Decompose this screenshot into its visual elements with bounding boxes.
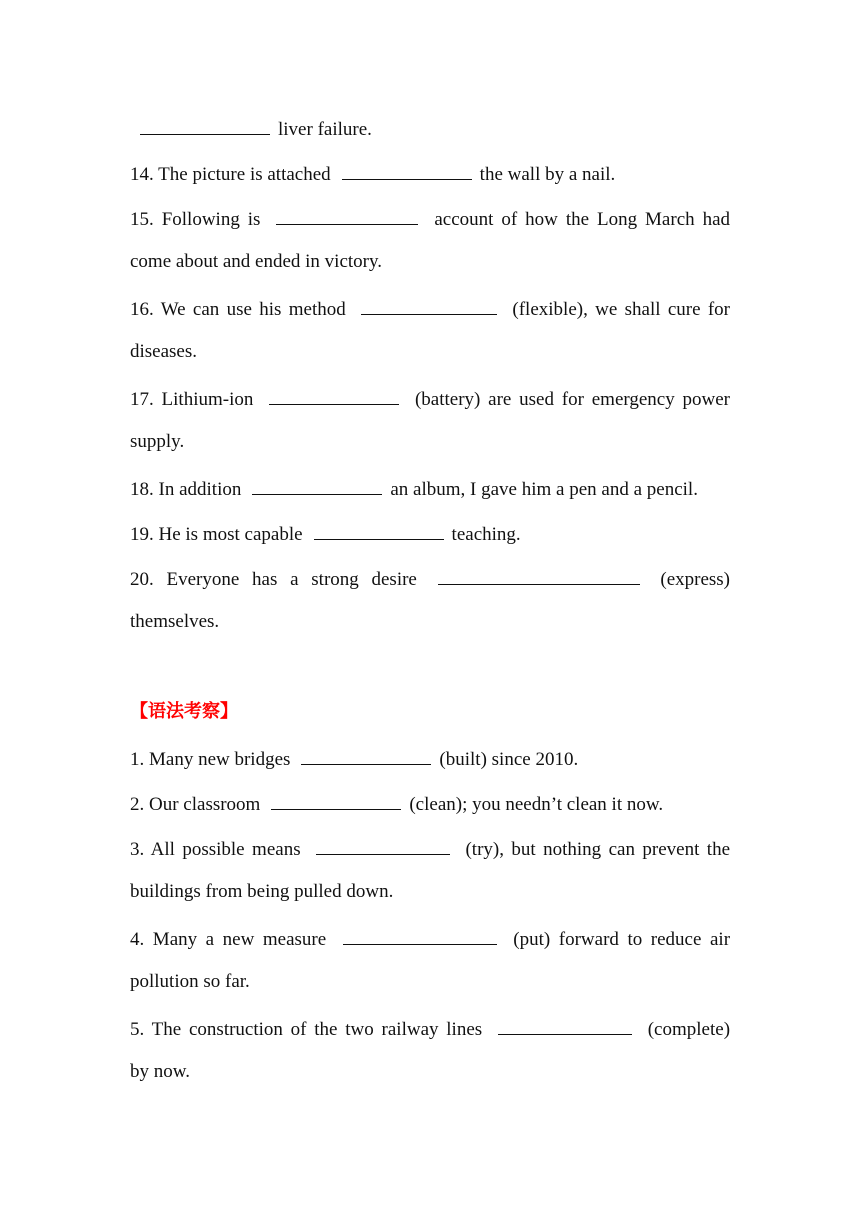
grammar-item-3 bbox=[130, 835, 730, 862]
item-text: (put) forward to reduce air bbox=[513, 929, 731, 950]
grammar-item-4-continuation bbox=[130, 970, 730, 994]
item-text: teaching. bbox=[451, 524, 521, 545]
item-text: 17. Lithium-ion bbox=[130, 389, 254, 410]
item-19 bbox=[130, 520, 730, 547]
answer-blank[interactable] bbox=[140, 115, 270, 135]
item-text: an album, I gave him a pen and a pencil. bbox=[390, 479, 698, 500]
answer-blank[interactable] bbox=[316, 835, 450, 855]
item-16 bbox=[130, 295, 730, 322]
grammar-item-5 bbox=[130, 1015, 730, 1042]
answer-blank[interactable] bbox=[252, 475, 382, 495]
item-17-continuation bbox=[130, 430, 730, 454]
item-18 bbox=[130, 475, 730, 502]
item-text: pollution so far. bbox=[130, 971, 250, 992]
grammar-item-2 bbox=[130, 790, 730, 817]
answer-blank[interactable] bbox=[314, 520, 444, 540]
answer-blank[interactable] bbox=[271, 790, 401, 810]
item-text: supply. bbox=[130, 431, 185, 452]
item-text: 18. In addition bbox=[130, 479, 242, 500]
item-text: 14. The picture is attached bbox=[130, 164, 331, 185]
item-text: (clean); you needn’t clean it now. bbox=[409, 794, 664, 815]
item-text: come about and ended in victory. bbox=[130, 251, 383, 272]
item-text: (complete) bbox=[647, 1019, 731, 1040]
item-16-continuation bbox=[130, 340, 730, 364]
item-text: 2. Our classroom bbox=[130, 794, 261, 815]
item-text: 1. Many new bridges bbox=[130, 749, 291, 770]
item-20-continuation bbox=[130, 610, 730, 634]
item-13-continuation bbox=[130, 115, 730, 142]
answer-blank[interactable] bbox=[301, 745, 431, 765]
item-text: 20. Everyone has a strong desire bbox=[130, 569, 417, 590]
item-text: 19. He is most capable bbox=[130, 524, 303, 545]
item-text: the wall by a nail. bbox=[479, 164, 616, 185]
item-15-continuation bbox=[130, 250, 730, 274]
item-15 bbox=[130, 205, 730, 232]
item-text: account of how the Long March had bbox=[434, 209, 731, 230]
answer-blank[interactable] bbox=[276, 205, 418, 225]
item-text: 3. All possible means bbox=[130, 839, 301, 860]
item-text: themselves. bbox=[130, 611, 220, 632]
grammar-item-3-continuation bbox=[130, 880, 730, 904]
answer-blank[interactable] bbox=[269, 385, 399, 405]
section-heading: 【语法考察】 bbox=[130, 701, 238, 722]
item-text: by now. bbox=[130, 1061, 190, 1082]
item-text: buildings from being pulled down. bbox=[130, 881, 394, 902]
answer-blank[interactable] bbox=[498, 1015, 632, 1035]
answer-blank[interactable] bbox=[361, 295, 497, 315]
item-14 bbox=[130, 160, 730, 187]
item-text: 16. We can use his method bbox=[130, 299, 346, 320]
grammar-item-1 bbox=[130, 745, 730, 772]
item-text: diseases. bbox=[130, 341, 198, 362]
item-text: (try), but nothing can prevent the bbox=[465, 839, 731, 860]
item-20 bbox=[130, 565, 730, 592]
item-text: (built) since 2010. bbox=[439, 749, 579, 770]
item-text: (flexible), we shall cure for bbox=[512, 299, 731, 320]
item-text: (express) bbox=[660, 569, 731, 590]
answer-blank[interactable] bbox=[343, 925, 497, 945]
item-17 bbox=[130, 385, 730, 412]
grammar-item-5-continuation bbox=[130, 1060, 730, 1084]
item-text: 5. The construction of the two railway lines bbox=[130, 1019, 483, 1040]
answer-blank[interactable] bbox=[342, 160, 472, 180]
item-text: (battery) are used for emergency power bbox=[414, 389, 730, 410]
answer-blank[interactable] bbox=[438, 565, 640, 585]
item-text: 4. Many a new measure bbox=[130, 929, 327, 950]
item-text: 15. Following is bbox=[130, 209, 261, 230]
grammar-item-4 bbox=[130, 925, 730, 952]
item-text: liver failure. bbox=[278, 119, 372, 140]
